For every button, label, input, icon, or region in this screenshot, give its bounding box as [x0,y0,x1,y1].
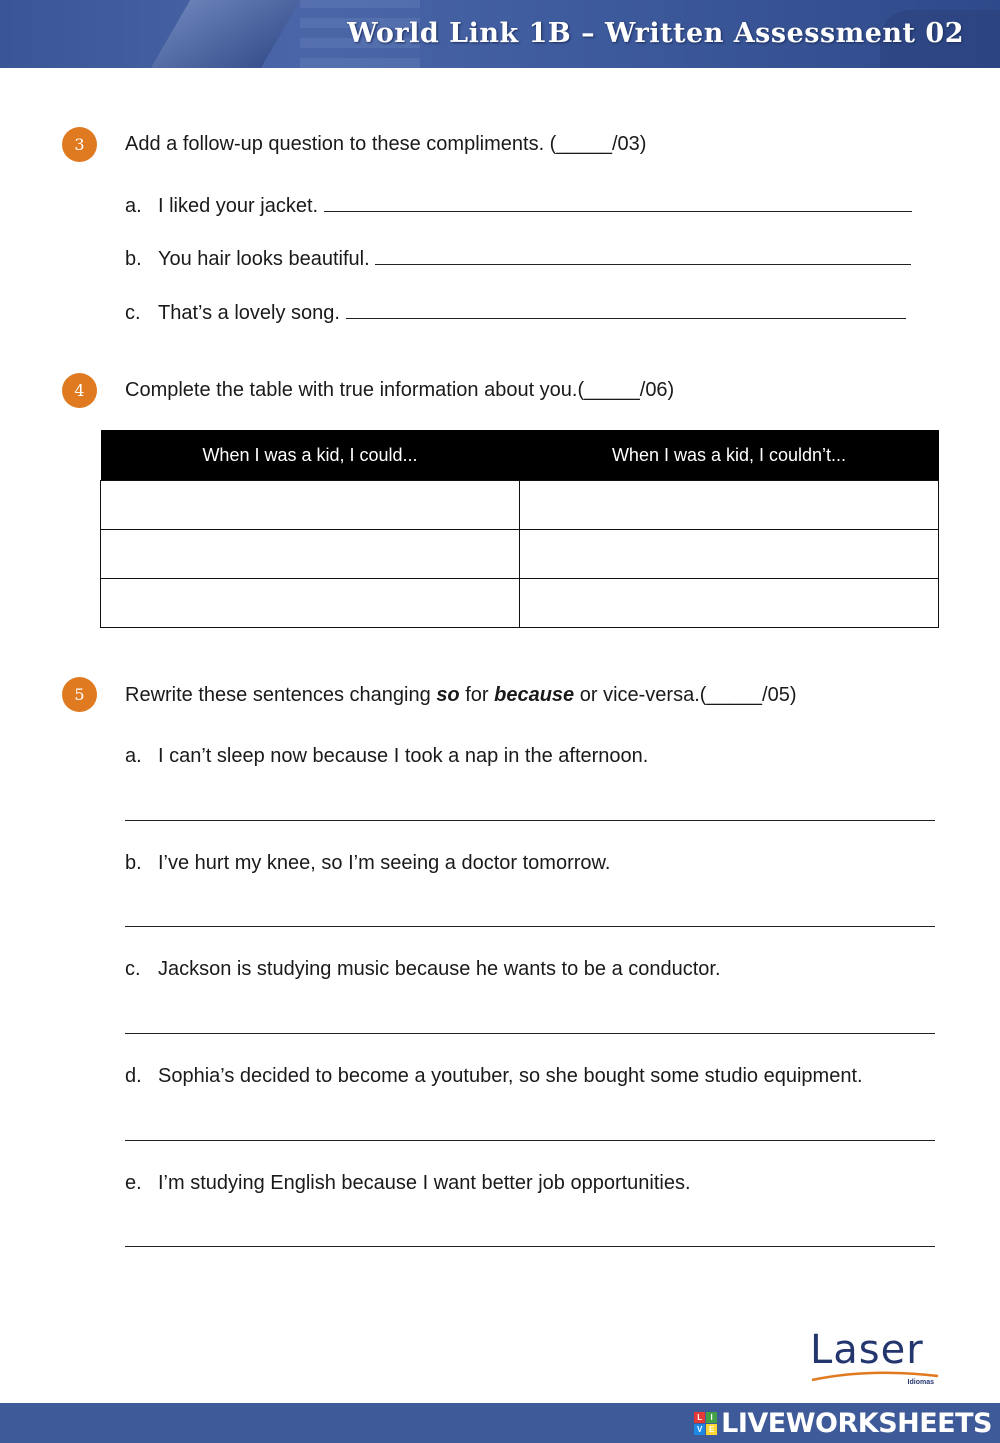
answer-blank[interactable] [346,300,906,319]
q3-item-b [125,246,911,271]
item-letter: a. [125,745,142,767]
item-text: I’ve hurt my knee, so I’m seeing a doctor tomorrow. [158,852,611,874]
question-number-badge: 4 [62,373,97,408]
q5-item-d [125,1065,863,1088]
table-row [101,579,939,628]
answer-blank[interactable] [324,193,912,212]
table-cell[interactable] [520,530,939,579]
item-text: I’m studying English because I want better job opportunities. [158,1172,691,1194]
item-letter: b. [125,248,142,270]
item-text: Sophia’s decided to become a youtuber, so she bought some studio equipment. [158,1065,863,1087]
item-letter: c. [125,958,141,980]
logo-wordmark: Laser [810,1327,924,1373]
item-text: You hair looks beautiful. [158,248,370,270]
item-text: I liked your jacket. [158,195,319,217]
table-cell[interactable] [520,481,939,530]
logo-tile: E [706,1424,717,1435]
keyword-because: because [494,684,575,706]
question-4-prompt: Complete the table with true information about you.(_____/06) [125,379,675,401]
item-letter: c. [125,302,141,324]
answer-line[interactable] [125,926,935,927]
table-row [101,481,939,530]
q3-item-a [125,193,912,218]
table-cell[interactable] [101,481,520,530]
table-cell[interactable] [101,579,520,628]
table-cell[interactable] [101,530,520,579]
logo-tile: I [706,1412,717,1423]
item-text: Jackson is studying music because he wants to be a conductor. [158,958,721,980]
laser-logo [810,1327,940,1390]
logo-tile: V [694,1424,705,1435]
item-letter: a. [125,195,142,217]
table-cell[interactable] [520,579,939,628]
answer-line[interactable] [125,1246,935,1247]
item-letter: e. [125,1172,142,1194]
logo-subtitle: Idiomas [907,1379,934,1386]
answer-line[interactable] [125,820,935,821]
prompt-text: Rewrite these sentences changing [125,684,437,706]
item-letter: b. [125,852,142,874]
answer-line[interactable] [125,1140,935,1141]
q5-item-a [125,745,648,768]
item-text: I can’t sleep now because I took a nap in the afternoon. [158,745,649,767]
question-5-prompt [125,684,797,707]
q5-item-c [125,958,721,981]
answer-line[interactable] [125,1033,935,1034]
question-number-badge: 5 [62,677,97,712]
kid-abilities-table [100,430,939,628]
pencil-decoration [144,0,306,68]
prompt-text: for [459,684,495,706]
q5-item-b [125,852,610,875]
logo-tile: L [694,1412,705,1423]
question-3-prompt: Add a follow-up question to these compliments. (_____/03) [125,133,647,155]
liveworksheets-brand [694,1404,992,1442]
question-number-badge: 3 [62,127,97,162]
header-banner [0,0,1000,68]
liveworksheets-wordmark: LIVEWORKSHEETS [721,1407,992,1439]
q5-item-e [125,1172,691,1195]
item-letter: d. [125,1065,142,1087]
prompt-text: or vice-versa.(_____/05) [574,684,797,706]
liveworksheets-logo-icon [694,1412,717,1435]
answer-blank[interactable] [375,246,911,265]
item-text: That’s a lovely song. [158,302,340,324]
table-row [101,530,939,579]
table-header-couldnt: When I was a kid, I couldn’t... [520,430,939,481]
table-header-could: When I was a kid, I could... [101,430,520,481]
keyword-so: so [436,684,460,706]
page-title: World Link 1B – Written Assessment 02 [347,18,964,49]
q3-item-c [125,300,906,325]
